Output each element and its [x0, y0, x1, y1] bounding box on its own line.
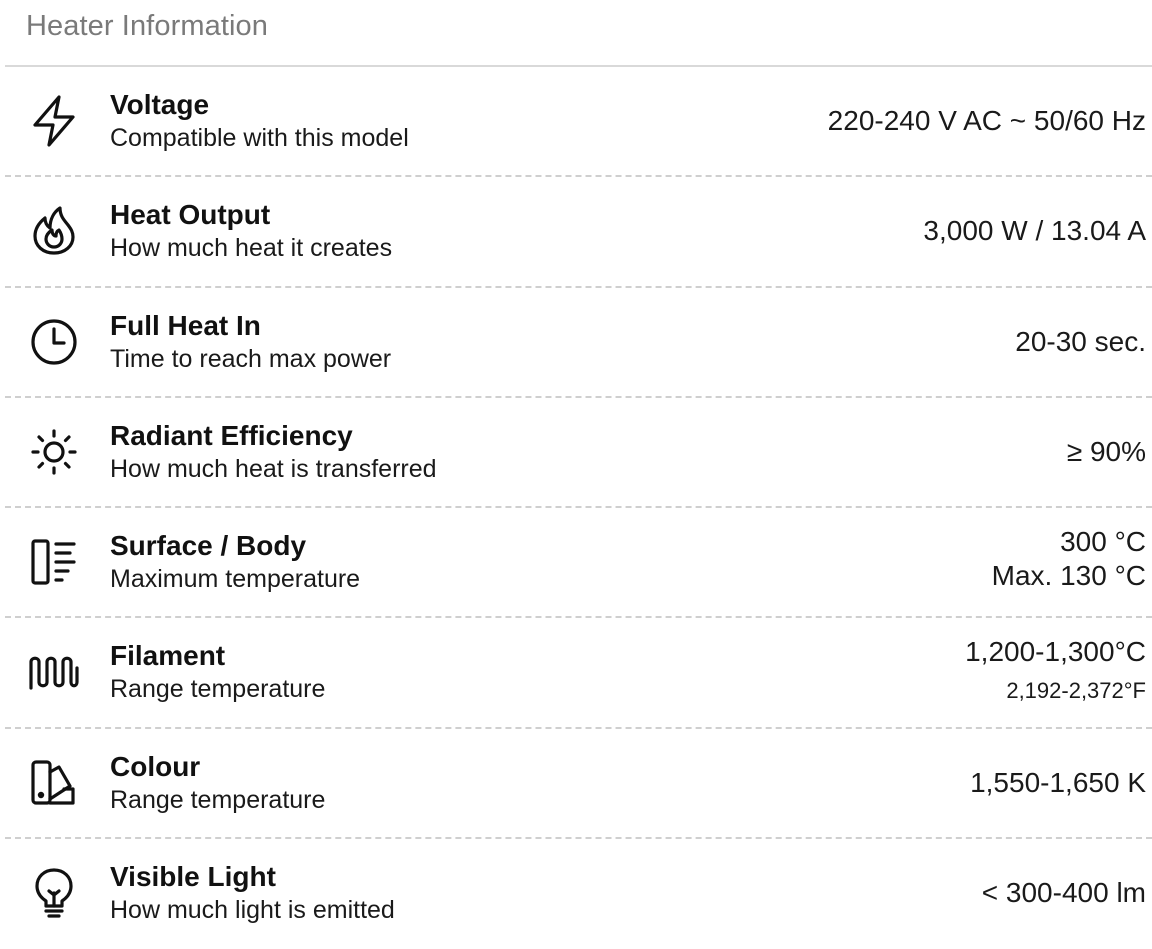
- spec-value: 1,550-1,650 K: [970, 766, 1146, 798]
- spec-row-filament: [0, 618, 1152, 728]
- spec-value-secondary: Max. 130 °C: [991, 560, 1146, 592]
- spec-value: < 300-400 lm: [981, 877, 1146, 909]
- spec-value: 220-240 V AC ~ 50/60 Hz: [827, 105, 1146, 136]
- spec-description: Time to reach max power: [110, 344, 392, 373]
- spec-row-surface-body: [0, 508, 1152, 618]
- light-bulb-icon: [26, 865, 82, 921]
- filament-coil-icon: [26, 644, 82, 700]
- spec-row-visible-light: [0, 839, 1152, 949]
- spec-description: Range temperature: [110, 785, 326, 814]
- spec-value: ≥ 90%: [1066, 435, 1146, 467]
- spec-label: Visible Light: [110, 861, 276, 893]
- colour-swatch-icon: [26, 755, 82, 811]
- spec-description: Compatible with this model: [110, 124, 409, 152]
- spec-row-voltage: [0, 67, 1152, 177]
- spec-row-full-heat-in: [0, 288, 1152, 398]
- clock-icon: [26, 314, 82, 370]
- spec-row-colour: [0, 729, 1152, 839]
- spec-row-radiant-efficiency: [0, 398, 1152, 508]
- page-title: Heater Information: [26, 10, 268, 42]
- spec-label: Filament: [110, 640, 226, 672]
- spec-label: Surface / Body: [110, 530, 307, 562]
- spec-row-heat-output: [0, 177, 1152, 287]
- spec-label: Heat Output: [110, 199, 271, 231]
- spec-description: How much heat is transferred: [110, 454, 437, 483]
- spec-label: Colour: [110, 750, 201, 782]
- spec-value-secondary: 2,192-2,372°F: [1006, 678, 1146, 704]
- spec-label: Radiant Efficiency: [110, 419, 353, 451]
- sun-icon: [26, 424, 82, 480]
- spec-value: 20-30 sec.: [1015, 325, 1146, 357]
- lightning-bolt-icon: [26, 93, 82, 149]
- spec-list: [0, 67, 1152, 949]
- flame-icon: [26, 203, 82, 259]
- surface-temperature-icon: [26, 534, 82, 590]
- spec-label: Voltage: [110, 89, 210, 120]
- spec-description: Maximum temperature: [110, 565, 361, 594]
- section-header: [0, 0, 1152, 66]
- spec-value: 3,000 W / 13.04 A: [923, 215, 1146, 247]
- spec-description: Range temperature: [110, 675, 326, 704]
- spec-description: How much heat it creates: [110, 234, 393, 263]
- spec-value: 300 °C: [1060, 526, 1146, 558]
- spec-label: Full Heat In: [110, 309, 261, 341]
- spec-value: 1,200-1,300°C: [965, 636, 1146, 668]
- spec-description: How much light is emitted: [110, 896, 395, 925]
